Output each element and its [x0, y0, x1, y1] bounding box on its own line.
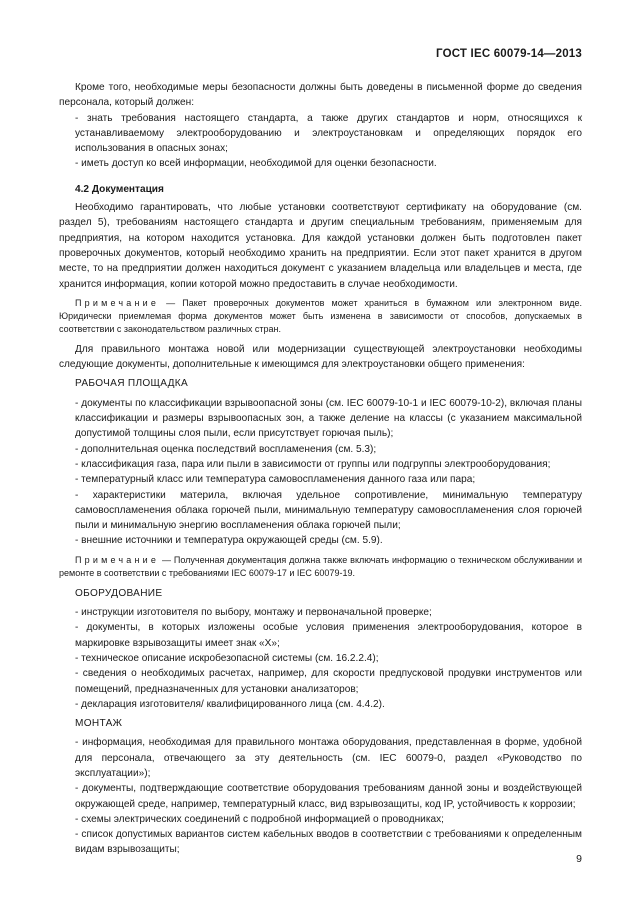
list-item: - список допустимых вариантов систем кабельных вводов в соответствии с требованиями к определенным видам взрывозащиты; [75, 829, 582, 856]
intro-item: - знать требования настоящего стандарта, а также других стандартов и норм, относящихся к устанавливаемому электрооборудованию и электроустановкам и определяющих порядок его использования в опасных зонах; [75, 112, 582, 155]
section-paragraph: Необходимо гарантировать, что любые установки соответствуют сертификату на оборудование (см. раздел 5), требованиям настоящего стандарта и другим специальным требованиям, применяемым для предприятия, на котором находится установка. Для каждой установки должен быть подготовлен пакет проверочных документов, который необходимо хранить на предприятии. Если этот пакет хранится в другом месте, то на предприятии должен находиться документ с указанием владельца или владельцев и места, где хранится информация, копии которой можно предоставить в случае необходимости. [59, 202, 582, 290]
subsection-title-installation: МОНТАЖ [75, 718, 123, 730]
list-item: - схемы электрических соединений с подробной информацией о проводниках; [75, 813, 444, 825]
list-item: - характеристики материла, включая удельное сопротивление, минимальную температуру самовоспламенения облака горючей пыли, минимальную температуру самовоспламенения слоя горючей пыли и минимальную энергию воспламенения облака горючей пыли; [75, 489, 582, 532]
list-item: - документы, в которых изложены особые условия применения электрооборудования, которое в маркировке взрывозащиты имеет знак «X»; [75, 622, 582, 649]
list-item: - информация, необходимая для правильного монтажа оборудования, представленная в форме, удобной для персонала, отвечающего за эту деятельность (см. IEC 60079-0, раздел «Руководство по эксплуатации»); [75, 737, 582, 779]
subsection-title-equipment: ОБОРУДОВАНИЕ [75, 587, 163, 599]
list-item: - декларация изготовителя/ квалифицированного лица (см. 4.4.2). [75, 698, 385, 710]
note-label: Примечание [75, 554, 160, 565]
list-item: - температурный класс или температура самовоспламенения данного газа или пара; [75, 474, 476, 486]
note-label: Примечание [75, 297, 160, 308]
list-item: - внешние источники и температура окружающей среды (см. 5.9). [75, 535, 383, 547]
list-item: - дополнительная оценка последствий воспламенения (см. 5.3); [75, 443, 377, 455]
note [59, 297, 582, 336]
list-item: - документы по классификации взрывоопасной зоны (см. IEC 60079-10-1 и IEC 60079-10-2), включая планы классификации и размеры взрывоопасных зон, а также деление на классы (с указанием максимальной допустимой толщины слоя пыли, если присутствует горючая пыль); [75, 397, 582, 440]
list-item: - документы, подтверждающие соответствие оборудования требованиям данной зоны и воздействующей окружающей среде, например, температурный класс, вид взрывозащиты, код IP, устойчивость к коррозии; [75, 783, 582, 810]
list-item: - сведения о необходимых расчетах, например, для скорости предпусковой продувки инструментов или помещений, предназначенных для установки анализаторов; [75, 668, 582, 695]
intro-paragraph: Кроме того, необходимые меры безопасности должны быть доведены в письменной форме до сведения персонала, который должен: [59, 82, 582, 109]
section-paragraph: Для правильного монтажа новой или модернизации существующей электроустановки необходимы следующие документы, дополнительные к имеющимся для электроустановки общего применения: [59, 343, 582, 371]
list-item: - классификация газа, пара или пыли в зависимости от группы или подгруппы электрооборудования; [75, 458, 551, 470]
page-number: 9 [576, 853, 582, 865]
document-header: ГОСТ IEC 60079-14—2013 [436, 48, 582, 60]
page-body [59, 80, 582, 858]
note [59, 554, 582, 580]
section-heading: 4.2 Документация [75, 183, 164, 195]
intro-item: - иметь доступ ко всей информации, необходимой для оценки безопасности. [75, 158, 437, 170]
note-text: — Пакет проверочных документов может храниться в бумажном или электронном виде. Юридически приемлемая форма документов может быть изменена в зависимости от способов, допускаемых в соответствии с законодательством различных стран. [59, 297, 582, 334]
note-text: — Полученная документация должна также включать информацию о техническом обслуживании и ремонте в соответствии с требованиями IEC 60079-17 и IEC 60079-19. [59, 554, 582, 578]
list-item: - инструкции изготовителя по выбору, монтажу и первоначальной проверке; [75, 607, 432, 619]
subsection-title-site: РАБОЧАЯ ПЛОЩАДКА [75, 378, 188, 390]
list-item: - техническое описание искробезопасной системы (см. 16.2.2.4); [75, 652, 379, 664]
